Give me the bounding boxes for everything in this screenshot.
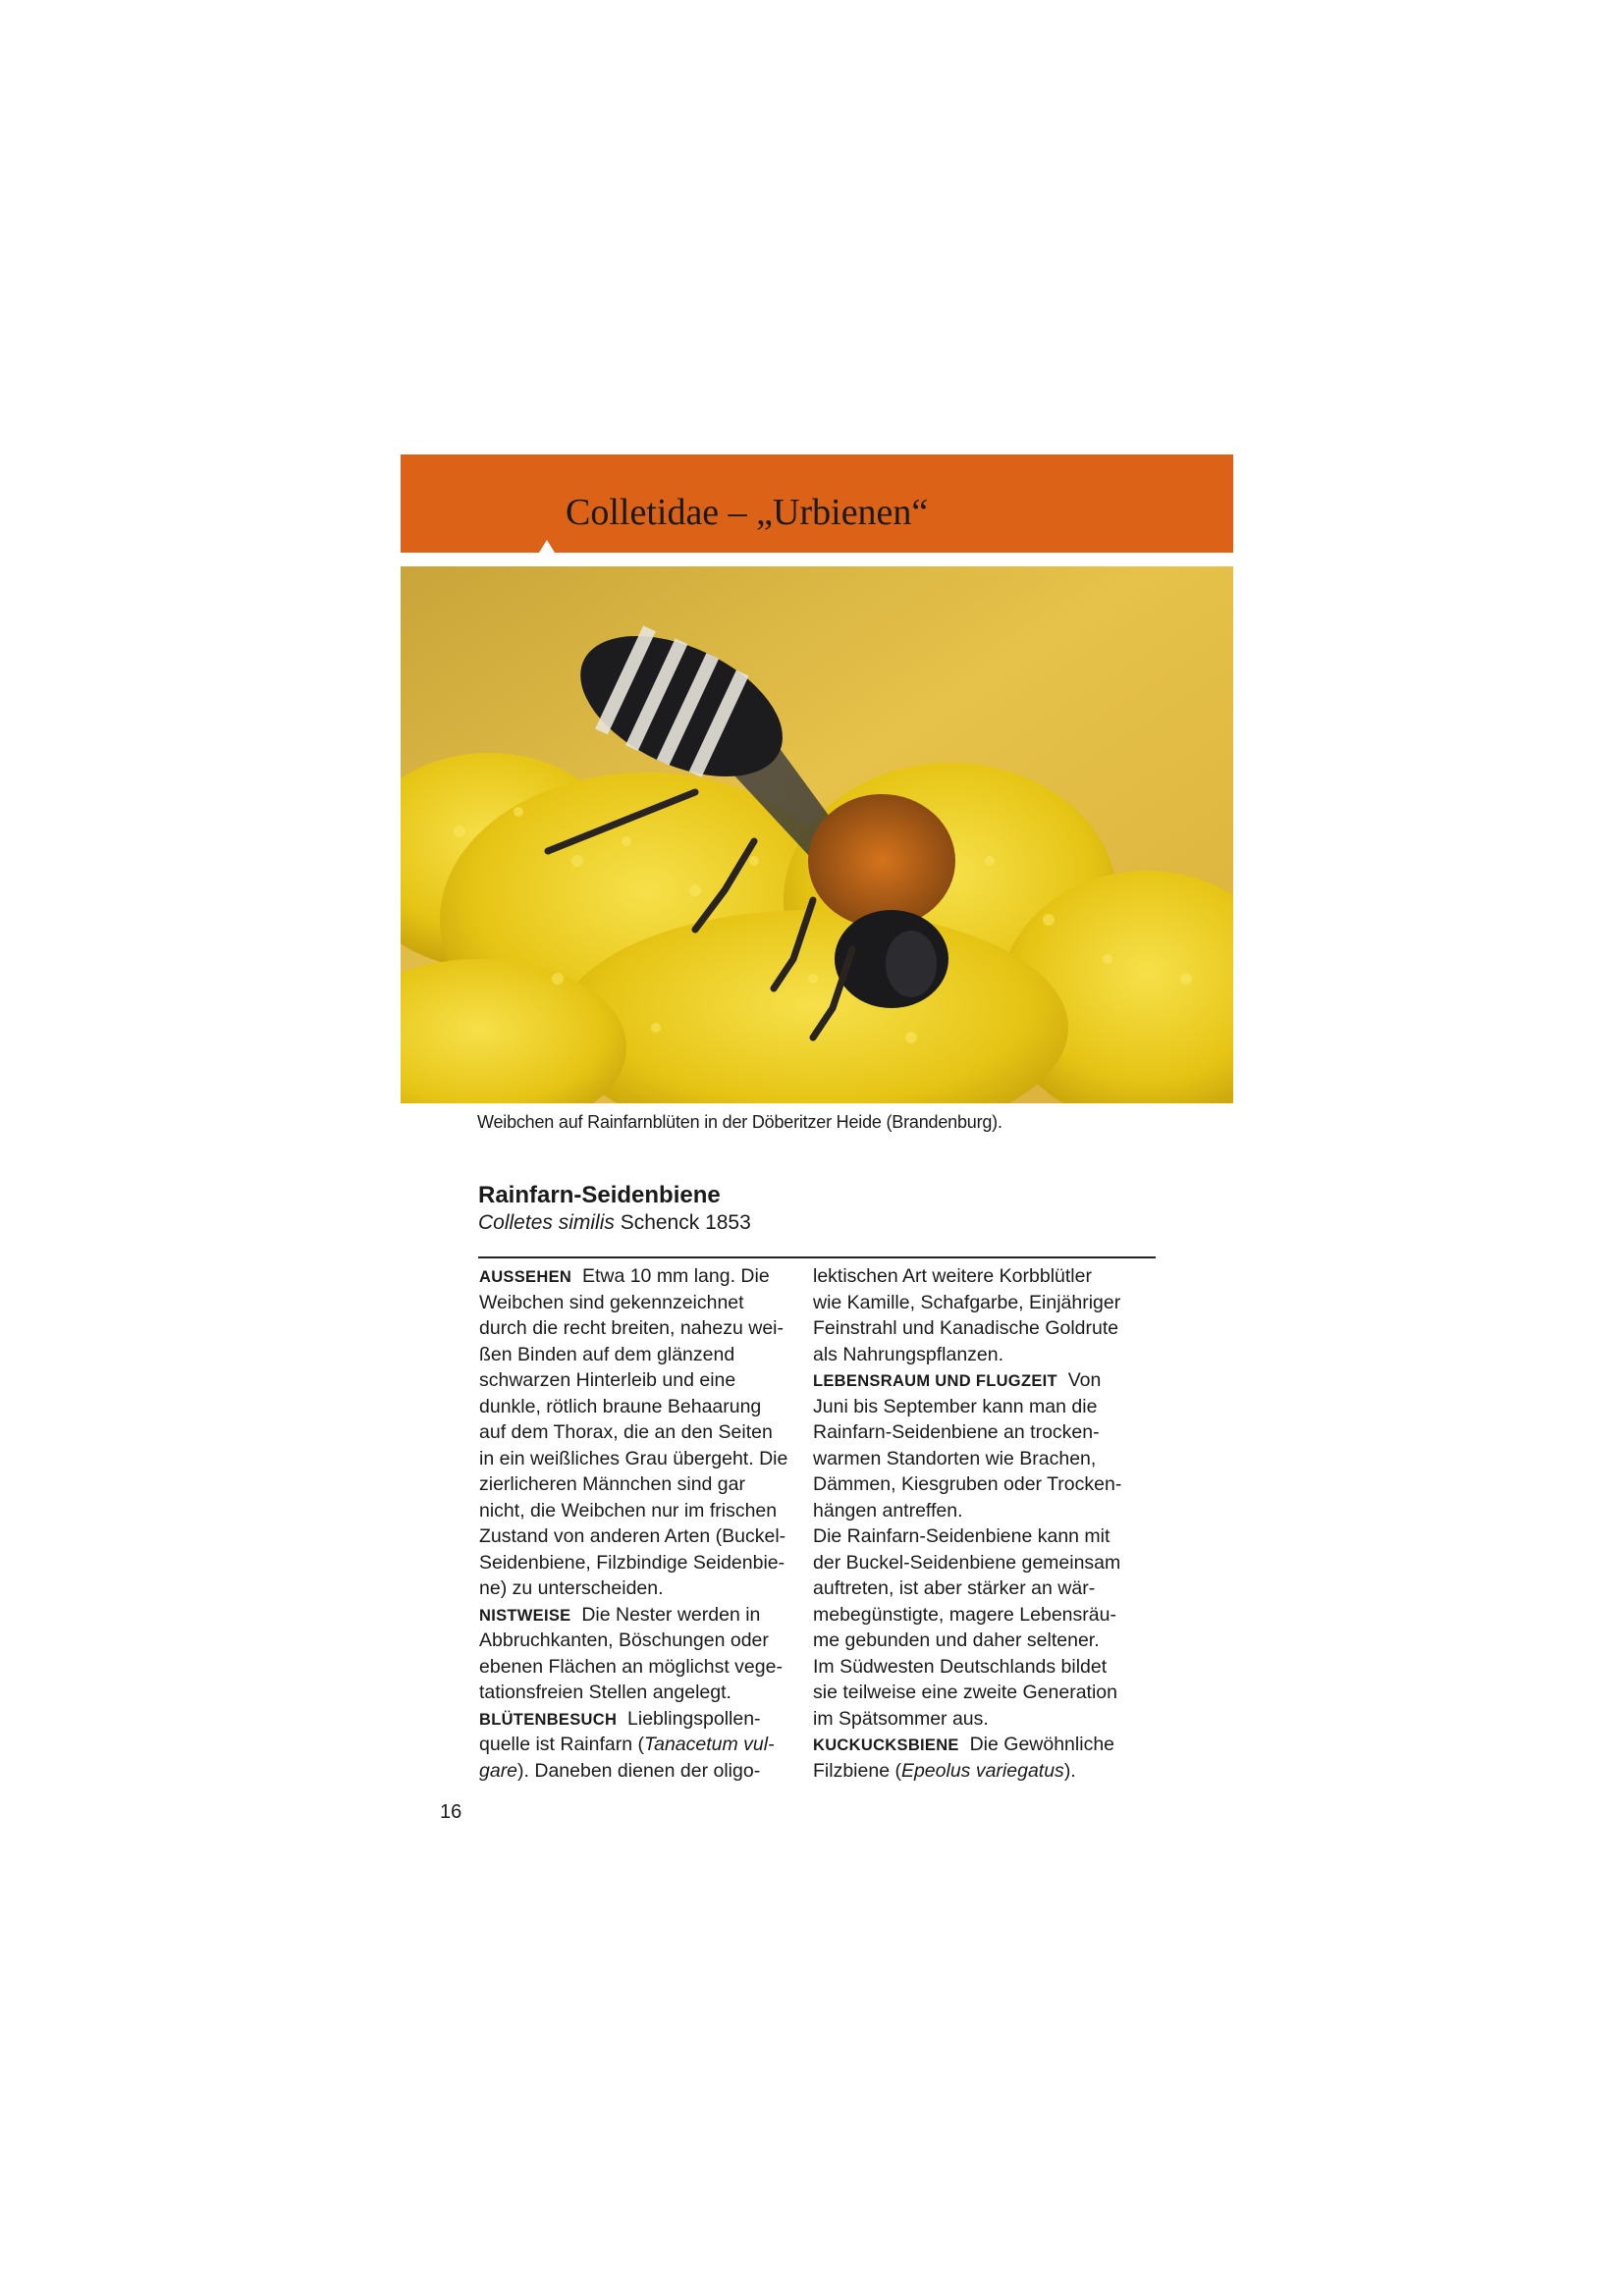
text-line: me gebunden und daher seltener. <box>813 1629 1100 1651</box>
section-label-kuckucksbiene: KUCKUCKSBIENE <box>813 1736 959 1754</box>
text-line: Im Südwesten Deutschlands bildet <box>813 1655 1108 1678</box>
text-segment-italic: gare <box>479 1759 518 1782</box>
text-line: im Spätsommer aus. <box>813 1707 989 1730</box>
text-line: Die Rainfarn-Seidenbiene kann mit <box>813 1525 1110 1547</box>
text-column-right <box>813 1263 1147 1784</box>
text-line: Zustand von anderen Arten (Buckel- <box>479 1525 786 1547</box>
text-line: ne) zu unterscheiden. <box>479 1577 664 1599</box>
text-segment: quelle ist Rainfarn ( <box>479 1734 644 1755</box>
text-line: wie Kamille, Schafgarbe, Einjähriger <box>813 1291 1121 1313</box>
text-segment-italic: Epeolus variegatus <box>900 1759 1064 1782</box>
section-divider <box>478 1256 1156 1258</box>
text-line <box>813 1732 1147 1758</box>
text-line <box>479 1758 813 1785</box>
text-line <box>479 1732 813 1758</box>
text-segment: Lieblingspollen- <box>627 1707 761 1730</box>
text-line <box>479 1706 813 1733</box>
text-segment: Die Gewöhnliche <box>969 1734 1115 1755</box>
photo-caption: Weibchen auf Rainfarnblüten in der Döberitzer Heide (Brandenburg). <box>477 1112 1002 1132</box>
page-number: 16 <box>440 1801 462 1823</box>
text-line: auf dem Thorax, die an den Seiten <box>479 1421 773 1443</box>
text-column-left <box>479 1263 813 1784</box>
text-segment: Die Nester werden in <box>581 1603 761 1626</box>
text-line: warmen Standorten wie Brachen, <box>813 1447 1097 1469</box>
bee-photo <box>401 566 1233 1103</box>
section-label-bluetenbesuch: BLÜTENBESUCH <box>479 1710 618 1729</box>
text-line: dunkle, rötlich braune Behaarung <box>479 1395 762 1417</box>
text-line: nicht, die Weibchen nur im frischen <box>479 1499 778 1522</box>
text-line: in ein weißliches Grau übergeht. Die <box>479 1447 788 1469</box>
text-line: Juni bis September kann man die <box>813 1395 1098 1417</box>
section-label-aussehen: AUSSEHEN <box>479 1268 572 1286</box>
text-segment-italic: Tanacetum vul- <box>644 1734 775 1755</box>
text-line: der Buckel-Seidenbiene gemeinsam <box>813 1551 1121 1574</box>
text-line: ßen Binden auf dem glänzend <box>479 1343 735 1365</box>
text-line <box>813 1758 1147 1785</box>
text-segment: ). Daneben dienen der oligo- <box>517 1759 761 1782</box>
text-line: Abbruchkanten, Böschungen oder <box>479 1629 769 1651</box>
text-line: Dämmen, Kiesgruben oder Trocken- <box>813 1473 1122 1495</box>
text-segment: Etwa 10 mm lang. Die <box>581 1265 770 1287</box>
text-line: auftreten, ist aber stärker an wär- <box>813 1577 1096 1599</box>
text-line: schwarzen Hinterleib und eine <box>479 1369 736 1391</box>
text-segment: ). <box>1063 1759 1076 1782</box>
text-segment: Von <box>1067 1369 1102 1391</box>
text-line: tationsfreien Stellen angelegt. <box>479 1682 731 1703</box>
text-line <box>479 1263 813 1290</box>
text-line: Feinstrahl und Kanadische Goldrute <box>813 1317 1119 1339</box>
text-line: mebegünstigte, magere Lebensräu- <box>813 1603 1116 1626</box>
text-segment: Filzbiene ( <box>813 1759 901 1782</box>
text-line: hängen antreffen. <box>813 1499 963 1522</box>
section-label-lebensraum: LEBENSRAUM UND FLUGZEIT <box>813 1372 1057 1390</box>
species-common-name: Rainfarn-Seidenbiene <box>478 1182 721 1208</box>
header-notch <box>539 540 555 553</box>
text-line <box>813 1367 1147 1394</box>
text-line: als Nahrungspflanzen. <box>813 1343 1004 1365</box>
text-line: Rainfarn-Seidenbiene an trocken- <box>813 1421 1100 1443</box>
species-scientific-line <box>478 1208 751 1238</box>
species-authority: Schenck 1853 <box>614 1211 751 1234</box>
text-line: lektischen Art weitere Korbblütler <box>813 1265 1092 1287</box>
text-line: durch die recht breiten, nahezu wei- <box>479 1317 785 1339</box>
species-scientific-name: Colletes similis <box>478 1211 615 1234</box>
text-line: Seidenbiene, Filzbindige Seidenbie- <box>479 1551 785 1574</box>
text-line <box>479 1602 813 1629</box>
text-line: Weibchen sind gekennzeichnet <box>479 1291 744 1313</box>
chapter-title: Colletidae – „Urbienen“ <box>566 492 929 533</box>
text-line: sie teilweise eine zweite Generation <box>813 1682 1118 1703</box>
section-label-nistweise: NISTWEISE <box>479 1606 571 1625</box>
text-line: ebenen Flächen an möglichst vege- <box>479 1655 783 1678</box>
text-line: zierlicheren Männchen sind gar <box>479 1473 745 1495</box>
